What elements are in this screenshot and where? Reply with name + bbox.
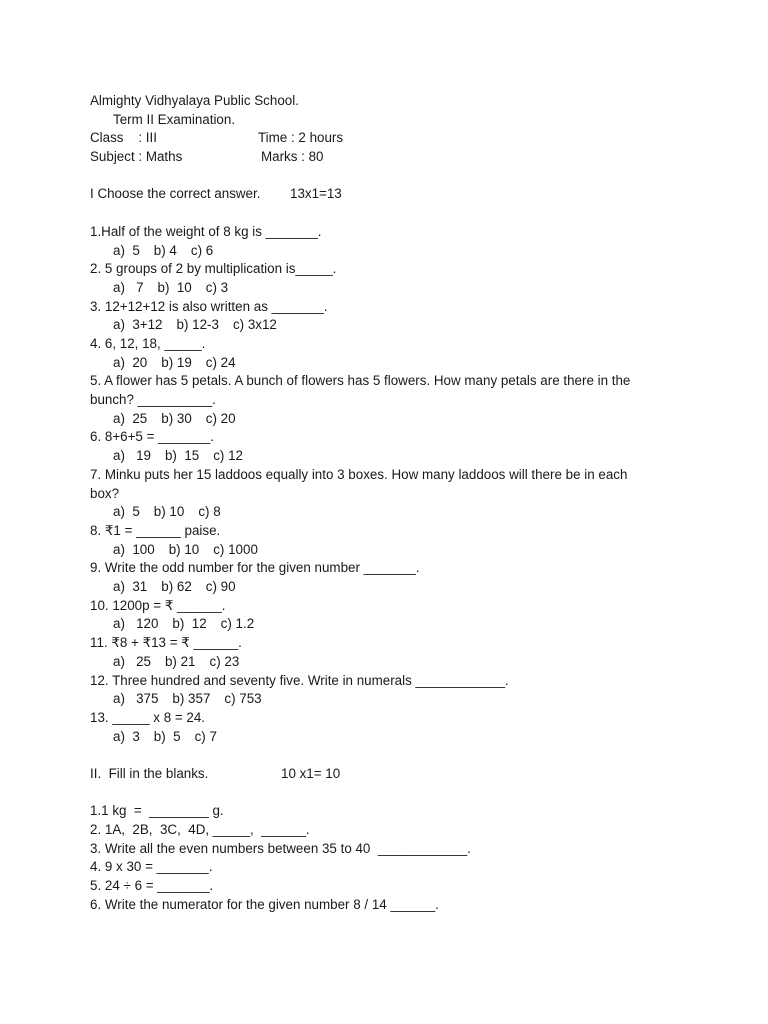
option-text: b) 15 (164, 448, 200, 464)
question-options (90, 316, 690, 335)
question-options (90, 410, 690, 429)
question-text: 8. ₹1 = ______ paise. (90, 522, 221, 538)
option-text: c) 24 (205, 354, 236, 370)
option-text: c) 20 (205, 410, 236, 426)
question-text: 3. 12+12+12 is also written as _______. (90, 298, 328, 314)
question-text: 4. 6, 12, 18, _____. (90, 335, 206, 351)
question-text: 1.Half of the weight of 8 kg is _______. (90, 223, 322, 239)
option-text: a) 19 (113, 448, 151, 464)
question-text: 9. Write the odd number for the given number _______. (90, 560, 420, 576)
option-text: c) 12 (213, 448, 243, 464)
marks-label: Marks : 80 (261, 149, 324, 165)
section2-marks: 10 x1= 10 (281, 765, 341, 781)
section2-title: II. Fill in the blanks. (90, 765, 209, 781)
option-text: a) 375 (113, 691, 159, 707)
option-text: c) 6 (190, 242, 214, 258)
option-text: b) 12 (172, 616, 207, 632)
exam-content (90, 92, 690, 914)
option-text: a) 3 (113, 728, 140, 744)
option-text: a) 25 (113, 653, 151, 669)
question-text: 10. 1200p = ₹ ______. (90, 597, 226, 613)
option-text: c) 1.2 (220, 616, 255, 632)
blank-question-text: 3. Write all the even numbers between 35 to 40 ____________. (90, 840, 471, 856)
option-text: b) 5 (153, 728, 181, 744)
blank-question-text: 6. Write the numerator for the given number 8 / 14 ______. (90, 896, 439, 912)
subject-marks-row (90, 148, 690, 167)
exam-title: Term II Examination. (113, 111, 236, 127)
option-text: b) 62 (161, 579, 192, 595)
option-text: a) 20 (113, 354, 148, 370)
question-options (90, 279, 690, 298)
section1-marks: 13x1=13 (290, 186, 342, 202)
option-text: b) 10 (157, 279, 192, 295)
question-options (90, 354, 690, 373)
question-options (90, 503, 690, 522)
section2-questions (90, 802, 690, 914)
blank-question-text: 1.1 kg = ________ g. (90, 803, 224, 819)
section1-heading (90, 185, 690, 204)
option-text: b) 357 (172, 691, 211, 707)
option-text: a) 7 (113, 279, 144, 295)
blank-question-text: 4. 9 x 30 = _______. (90, 859, 213, 875)
question-options (90, 653, 690, 672)
section1-questions (90, 223, 690, 746)
option-text: a) 5 (113, 242, 140, 258)
option-text: c) 90 (205, 579, 236, 595)
option-text: c) 1000 (213, 541, 258, 557)
question-text: 11. ₹8 + ₹13 = ₹ ______. (90, 635, 242, 651)
option-text: c) 753 (224, 691, 262, 707)
option-text: a) 31 (113, 579, 148, 595)
question-options (90, 615, 690, 634)
school-name: Almighty Vidhyalaya Public School. (90, 93, 299, 108)
question-text: 12. Three hundred and seventy five. Write in numerals ____________. (90, 672, 509, 688)
option-text: c) 8 (198, 504, 221, 520)
question-text: 7. Minku puts her 15 laddoos equally into 3 boxes. How many laddoos will there be in each box? (90, 466, 628, 501)
question-options (90, 728, 690, 747)
option-text: b) 12-3 (176, 317, 219, 333)
option-text: b) 30 (161, 410, 192, 426)
question-options (90, 578, 690, 597)
option-text: a) 3+12 (113, 317, 163, 333)
option-text: c) 23 (209, 653, 240, 669)
option-text: a) 100 (113, 541, 155, 557)
question-options (90, 447, 690, 466)
question-options (90, 541, 690, 560)
question-text: 13. _____ x 8 = 24. (90, 709, 206, 725)
section1-title: I Choose the correct answer. (90, 186, 261, 202)
class-label: Class : III (90, 130, 157, 146)
option-text: b) 21 (164, 653, 196, 669)
section2-heading (90, 765, 690, 784)
option-text: b) 4 (153, 242, 177, 258)
option-text: c) 3 (205, 279, 229, 295)
blank-question-text: 5. 24 ÷ 6 = _______. (90, 878, 214, 894)
class-time-row (90, 129, 690, 148)
option-text: b) 19 (161, 354, 192, 370)
option-text: a) 5 (113, 504, 140, 520)
option-text: b) 10 (153, 504, 185, 520)
question-options (90, 690, 690, 709)
time-label: Time : 2 hours (258, 130, 344, 146)
option-text: c) 3x12 (232, 317, 277, 333)
option-text: a) 120 (113, 616, 159, 632)
question-text: 5. A flower has 5 petals. A bunch of flowers has 5 flowers. How many petals are there in the bunch? __________. (90, 373, 631, 408)
subject-label: Subject : Maths (90, 149, 183, 165)
question-options (90, 242, 690, 261)
blank-question-text: 2. 1A, 2B, 3C, 4D, _____, ______. (90, 822, 310, 838)
question-text: 6. 8+6+5 = _______. (90, 429, 214, 445)
option-text: c) 7 (194, 728, 217, 744)
option-text: a) 25 (113, 410, 148, 426)
option-text: b) 10 (168, 541, 200, 557)
question-text: 2. 5 groups of 2 by multiplication is_____. (90, 261, 337, 277)
